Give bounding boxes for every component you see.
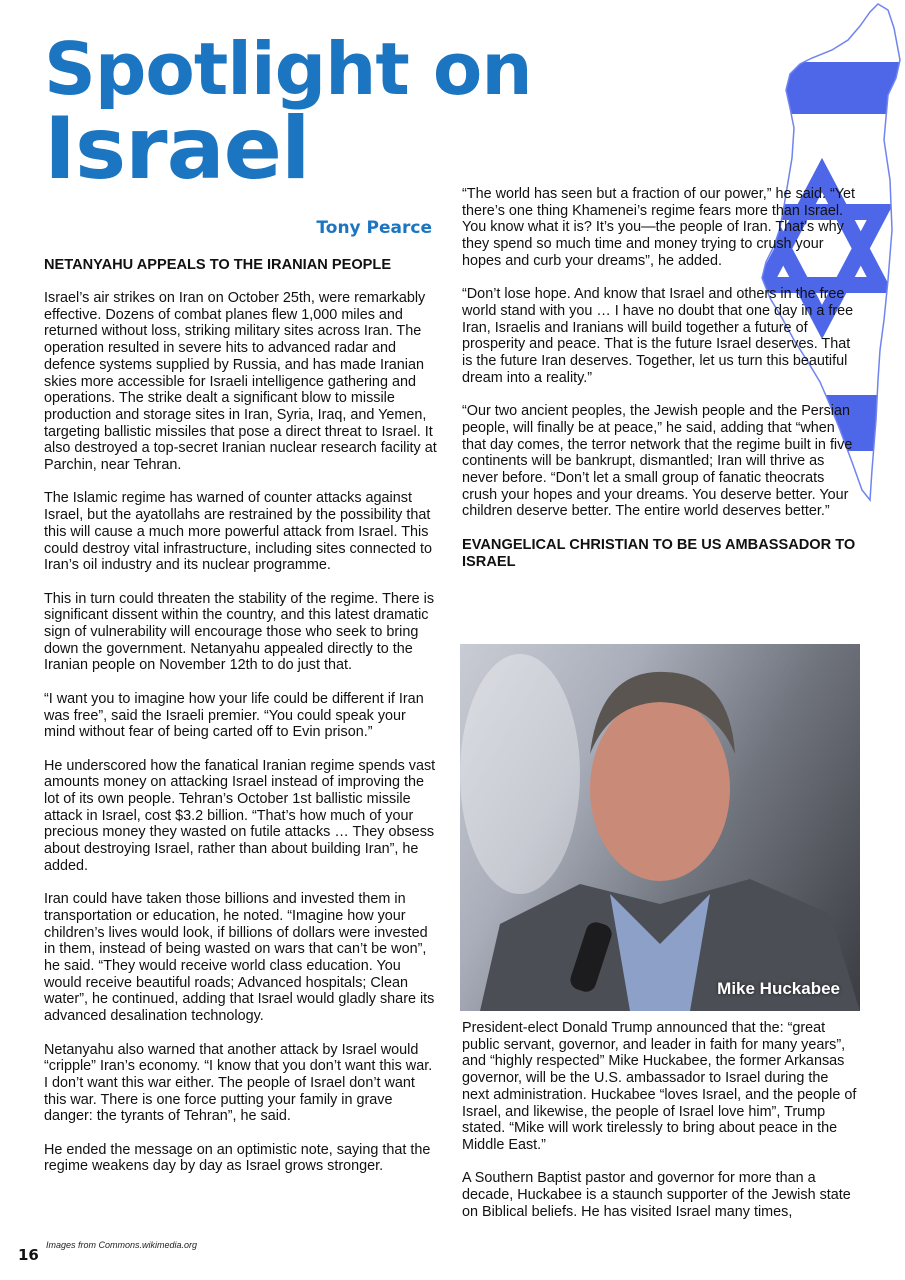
paragraph: Netanyahu also warned that another attack by Israel would “cripple” Iran’s economy. “I know that you don’t want this war. I don’t want this war either. The people of Israel don’t want this war. There is one force putting your family in grave danger: the tyrants of Tehran”, he said. — [44, 1041, 433, 1125]
paragraph: “Don’t lose hope. And know that Israel and others in the free world stand with you … I have no doubt that one day in a free Iran, Israelis and Iranians will build together a future of prosperity and peace. That is the future Israel deserves. That is the future Iran deserves. Together, let us turn this beautiful dream into a reality.” — [462, 286, 854, 386]
portrait-illustration — [460, 644, 860, 1011]
photo-caption: Mike Huckabee — [717, 979, 840, 998]
page-title — [44, 27, 532, 199]
page-number: 16 — [18, 1246, 39, 1264]
image-credit: Images from Commons.wikimedia.org — [46, 1240, 198, 1250]
left-column — [44, 257, 440, 1192]
paragraph: He ended the message on an optimistic note, saying that the regime weakens day by day as Israel grows stronger. — [44, 1141, 431, 1175]
paragraph: Iran could have taken those billions and invested them in transportation or education, he noted. “Imagine how your children’s lives would look, if billions of dollars were invested in them, instead of being wasted on wars that can’t be won”, he said. “They would receive world class education. You would receive beautiful roads; Advanced hospitals; Clean water”, he continued, adding that Israel would gladly share its advanced desalination technology. — [44, 891, 435, 1025]
right-column-top — [462, 186, 857, 587]
paragraph: He underscored how the fanatical Iranian regime spends vast amounts money on attacking Israel instead of improving the lot of its own people. Tehran’s October 1st ballistic missile attack in Israel, cost $3.2 billion. “That’s how much of your precious money they wasted on futile attacks … They obsess about destroying Israel, rather than about building Iran”, he added. — [44, 757, 436, 874]
right-column-bottom — [462, 1020, 857, 1237]
paragraph: President-elect Donald Trump announced that the: “great public servant, governor, and leader in faith for many years”, and “highly respected” Mike Huckabee, the former Arkansas governor, will be the U.S. ambassador to Israel during the next administration. Huckabee “loves Israel, and the people of Israel, and likewise, the people of Israel love him”, Trump stated. “Mike will work tirelessly to bring about peace in the Middle East.” — [462, 1020, 857, 1153]
title-line-1: Spotlight on — [44, 27, 532, 111]
paragraph: A Southern Baptist pastor and governor for more than a decade, Huckabee is a staunch supporter of the Jewish state on Biblical beliefs. He has visited Israel many times, — [462, 1170, 851, 1220]
paragraph: Israel’s air strikes on Iran on October 25th, were remarkably effective. Dozens of combat planes flew 1,000 miles and returned without loss, striking military sites across Iran. The operation resulted in severe hits to advanced radar and defence systems supplied by Russia, and has made Iranian skies more accessible for Israeli intelligence gathering and operations. The strike dealt a significant blow to missile production and storage sites in Iran, Syria, Iraq, and Yemen, targeting ballistic missiles that pose a direct threat to Israel. It also destroyed a top-secret Iranian nuclear research facility at Parchin, near Tehran. — [44, 290, 437, 474]
paragraph: “The world has seen but a fraction of our power,” he said. “Yet there’s one thing Khamenei’s regime fears more than Israel. You know what it is? It’s you—the people of Iran. That’s why they spend so much time and money trying to crush your hopes and curb your dreams”, he added. — [462, 186, 856, 269]
paragraph: The Islamic regime has warned of counter attacks against Israel, but the ayatollahs are restrained by the possibility that this will cause a much more powerful attack from Israel. This could destroy vital infrastructure, including sites connected to Iran’s oil industry and its nuclear programme. — [44, 490, 432, 574]
author-byline: Tony Pearce — [316, 218, 432, 238]
section-heading-ambassador: EVANGELICAL CHRISTIAN TO BE US AMBASSADOR TO ISRAEL — [462, 536, 856, 570]
paragraph: “Our two ancient peoples, the Jewish people and the Persian people, will finally be at peace,” he said, adding that “when that day comes, the terror network that the regime built in five continents will be bankrupt, dismantled; Iran will thrive as never before. “Don’t let a small group of fanatic theocrats crush your hopes and your dreams. You deserve better. Your children deserve better. The entire world deserves better.” — [462, 403, 853, 520]
section-heading-netanyahu: NETANYAHU APPEALS TO THE IRANIAN PEOPLE — [44, 257, 392, 273]
title-line-2: Israel — [44, 99, 310, 199]
paragraph: This in turn could threaten the stability of the regime. There is significant dissent within the country, and this latest dramatic sign of vulnerability will encourage those who seek to bring down the government. Netanyahu appealed directly to the Iranian people on November 12th to do just that. — [44, 590, 435, 674]
huckabee-photo — [460, 644, 860, 1011]
paragraph: “I want you to imagine how your life could be different if Iran was free”, said the Israeli premier. “You could speak your mind without fear of being carted off to Evin prison.” — [44, 690, 424, 741]
